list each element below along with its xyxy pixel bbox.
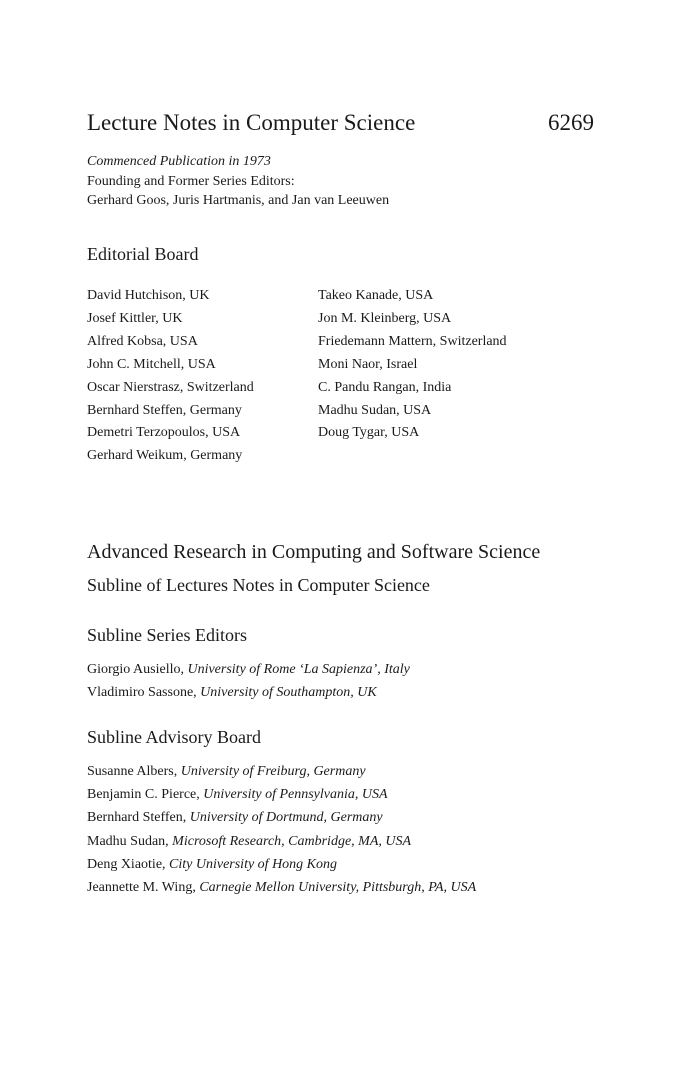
board-member: C. Pandu Rangan, India bbox=[318, 379, 452, 395]
subline-series-editors-heading: Subline Series Editors bbox=[87, 625, 247, 645]
board-member: Alfred Kobsa, USA bbox=[87, 333, 198, 349]
editorial-board-left-column bbox=[87, 285, 254, 468]
volume-number: 6269 bbox=[548, 110, 594, 135]
series-editor-entry bbox=[87, 681, 410, 704]
editor-name: Vladimiro Sassone, bbox=[87, 685, 201, 701]
board-member: Oscar Nierstrasz, Switzerland bbox=[87, 379, 254, 395]
board-member: David Hutchison, UK bbox=[87, 288, 210, 303]
board-member: Bernhard Steffen, Germany bbox=[87, 402, 242, 418]
board-member: Doug Tygar, USA bbox=[318, 425, 420, 441]
advisor-affiliation: Microsoft Research, Cambridge, MA, USA bbox=[172, 833, 412, 849]
board-member: Gerhard Weikum, Germany bbox=[87, 448, 243, 464]
advisor-name: Madhu Sudan, bbox=[87, 833, 173, 849]
editor-affiliation: University of Southampton, UK bbox=[200, 685, 377, 701]
series-editor-entry bbox=[87, 658, 410, 681]
founding-label: Founding and Former Series Editors: bbox=[87, 174, 295, 189]
subline-title: Advanced Research in Computing and Software Science bbox=[87, 541, 541, 563]
board-member: Friedemann Mattern, Switzerland bbox=[318, 333, 507, 349]
board-member: Madhu Sudan, USA bbox=[318, 402, 432, 418]
board-member: Moni Naor, Israel bbox=[318, 356, 418, 372]
founding-names: Gerhard Goos, Juris Hartmanis, and Jan van Leeuwen bbox=[87, 193, 390, 208]
advisory-entry bbox=[87, 876, 476, 899]
editorial-board-right-column bbox=[318, 285, 507, 445]
subline-subtitle: Subline of Lectures Notes in Computer Science bbox=[87, 575, 430, 595]
advisory-entry bbox=[87, 760, 476, 783]
advisor-affiliation: City University of Hong Kong bbox=[169, 856, 338, 872]
subline-advisory-board-list bbox=[87, 760, 476, 899]
board-member: Takeo Kanade, USA bbox=[318, 288, 434, 303]
advisor-name: Susanne Albers, bbox=[87, 764, 181, 779]
advisory-entry bbox=[87, 783, 476, 806]
advisor-name: Benjamin C. Pierce, bbox=[87, 787, 204, 803]
subline-series-editors-list bbox=[87, 658, 410, 704]
editorial-board-heading: Editorial Board bbox=[87, 244, 199, 264]
commenced-note: Commenced Publication in 1973 bbox=[87, 154, 271, 169]
board-member: John C. Mitchell, USA bbox=[87, 356, 216, 372]
advisor-affiliation: University of Dortmund, Germany bbox=[189, 810, 383, 826]
advisor-name: Bernhard Steffen, bbox=[87, 810, 190, 826]
editor-name: Giorgio Ausiello, bbox=[87, 662, 188, 677]
advisor-affiliation: Carnegie Mellon University, Pittsburgh, PA, USA bbox=[199, 880, 477, 896]
advisor-affiliation: University of Pennsylvania, USA bbox=[203, 787, 388, 803]
advisor-affiliation: University of Freiburg, Germany bbox=[180, 764, 366, 779]
board-member: Jon M. Kleinberg, USA bbox=[318, 310, 452, 326]
editor-affiliation: University of Rome ‘La Sapienza’, Italy bbox=[187, 662, 410, 677]
series-title: Lecture Notes in Computer Science bbox=[87, 110, 416, 135]
board-member: Demetri Terzopoulos, USA bbox=[87, 425, 241, 441]
subline-advisory-board-heading: Subline Advisory Board bbox=[87, 727, 261, 747]
advisory-entry bbox=[87, 830, 476, 853]
advisor-name: Jeannette M. Wing, bbox=[87, 880, 200, 896]
advisory-entry bbox=[87, 853, 476, 876]
advisory-entry bbox=[87, 806, 476, 829]
advisor-name: Deng Xiaotie, bbox=[87, 856, 170, 872]
board-member: Josef Kittler, UK bbox=[87, 310, 183, 326]
